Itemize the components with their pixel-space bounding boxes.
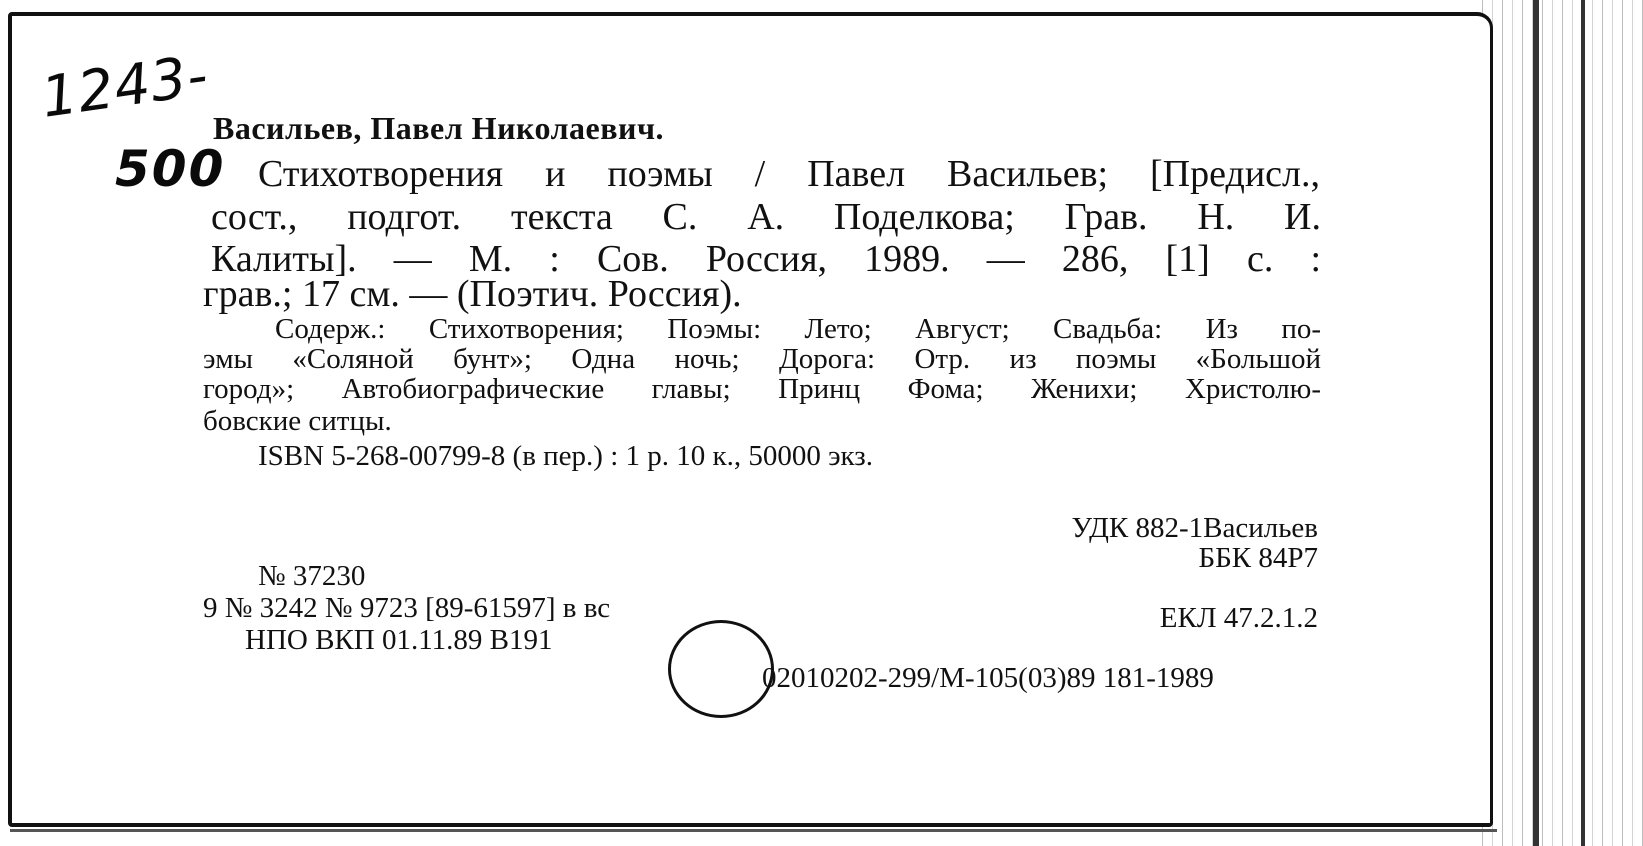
order-line: 9 № 3242 № 9723 [89-61597] в вс	[203, 592, 611, 624]
description-line-2: сост., подгот. текста С. А. Поделкова; Грав. Н. И.	[211, 196, 1321, 238]
npo-line: НПО ВКП 01.11.89 В191	[245, 624, 553, 656]
card-shadow	[10, 829, 1497, 832]
ekl-index: ЕКЛ 47.2.1.2	[1159, 602, 1318, 634]
contents-line-1: Содерж.: Стихотворения; Поэмы: Лето; Август; Свадьба: Из по-	[275, 313, 1321, 345]
udk-index: УДК 882-1Васильев	[1071, 512, 1318, 544]
author-heading: Васильев, Павел Николаевич.	[213, 110, 665, 146]
divider-line	[1533, 0, 1539, 846]
description-line-4: грав.; 17 см. — (Поэтич. Россия).	[203, 273, 742, 315]
hand-drawn-circle	[668, 620, 774, 718]
publisher-code: 02010202-299/М-105(03)89 181-1989	[762, 662, 1214, 694]
background-stripes	[1473, 0, 1643, 846]
isbn-line: ISBN 5-268-00799-8 (в пер.) : 1 р. 10 к., 50000 экз.	[258, 440, 873, 472]
description-line-3: Калиты]. — М. : Сов. Россия, 1989. — 286, [1] с. :	[211, 238, 1321, 280]
handwritten-number-2: 500	[115, 140, 226, 198]
bbk-index: ББК 84Р7	[1198, 542, 1318, 574]
divider-line	[1581, 0, 1585, 846]
contents-line-2: эмы «Соляной бунт»; Одна ночь; Дорога: Отр. из поэмы «Большой	[203, 343, 1321, 375]
record-number: № 37230	[258, 560, 366, 592]
contents-line-3: город»; Автобиографические главы; Принц Фома; Женихи; Христолю-	[203, 373, 1321, 405]
handwritten-number-1: 1243-	[37, 42, 213, 131]
contents-line-4: бовские ситцы.	[203, 405, 392, 437]
description-line-1: Стихотворения и поэмы / Павел Васильев; [Предисл.,	[258, 153, 1320, 195]
